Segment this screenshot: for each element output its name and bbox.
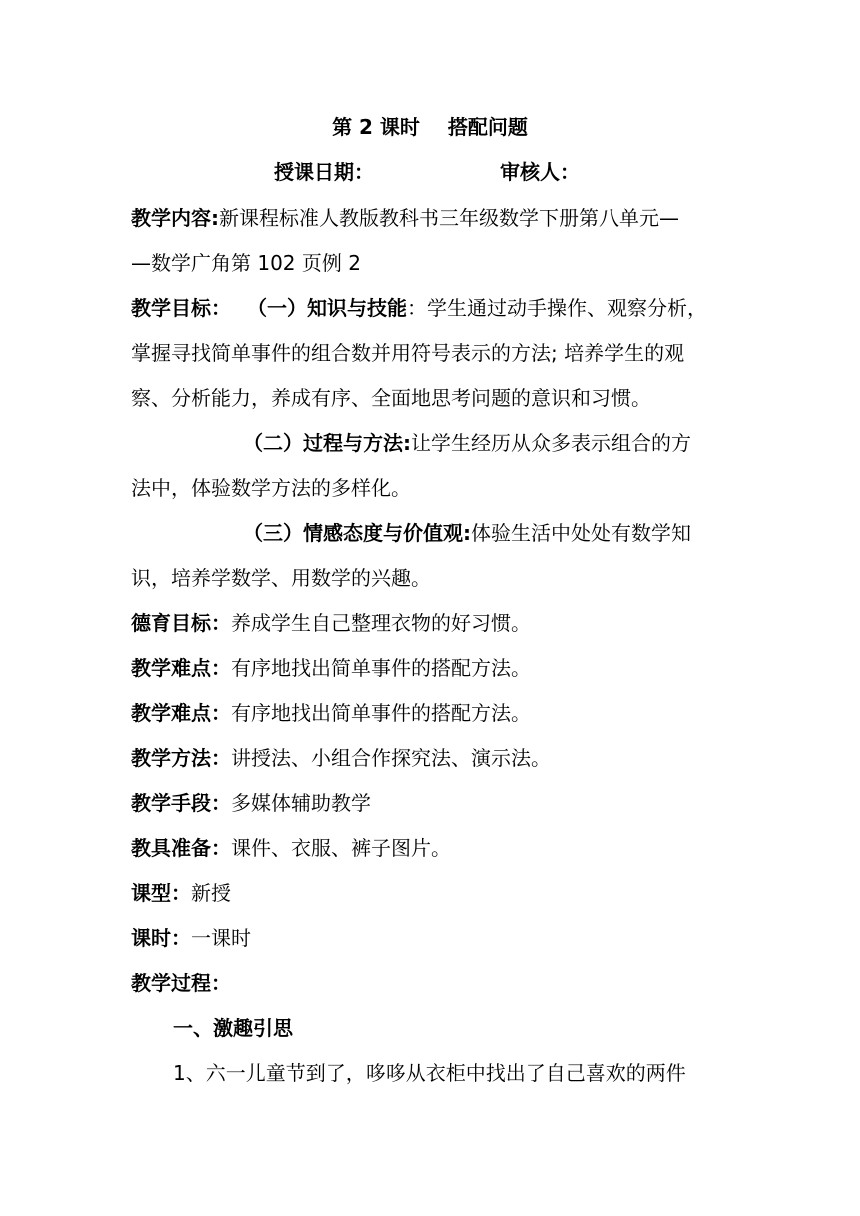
teaching-means-label: 教学手段： bbox=[131, 791, 231, 815]
goal-knowledge-line2: 掌握寻找简单事件的组合数并用符号表示的方法; 培养学生的观 bbox=[131, 341, 685, 365]
teaching-goals bbox=[131, 296, 731, 320]
goal-process-label: （二）过程与方法: bbox=[243, 431, 411, 455]
moral-goal-text: 养成学生自己整理衣物的好习惯。 bbox=[231, 611, 531, 635]
goal-process bbox=[243, 431, 843, 455]
goal-process-text: 让学生经历从众多表示组合的方 bbox=[411, 431, 691, 455]
difficulty-1 bbox=[131, 656, 731, 680]
goal-attitude-text: 体验生活中处处有数学知 bbox=[471, 521, 691, 545]
goal-process-line2: 法中，体验数学方法的多样化。 bbox=[131, 476, 411, 500]
reviewer-label: 审核人： bbox=[500, 160, 580, 184]
teaching-goals-label: 教学目标： bbox=[131, 296, 231, 320]
goal-knowledge-text: ：学生通过动手操作、观察分析， bbox=[407, 296, 707, 320]
teaching-tools-label: 教具准备： bbox=[131, 836, 231, 860]
teaching-content-cont: —数学广角第 102 页例 2 bbox=[131, 251, 361, 275]
difficulty-2-label: 教学难点： bbox=[131, 701, 231, 725]
lesson-type-label: 课型： bbox=[131, 881, 191, 905]
teaching-means bbox=[131, 791, 731, 815]
lesson-type bbox=[131, 881, 731, 905]
difficulty-2-text: 有序地找出简单事件的搭配方法。 bbox=[231, 701, 531, 725]
teaching-methods-label: 教学方法： bbox=[131, 746, 231, 770]
process-item-1: 1、六一儿童节到了，哆哆从衣柜中找出了自己喜欢的两件 bbox=[173, 1061, 686, 1085]
goal-knowledge-line3: 察、分析能力，养成有序、全面地思考问题的意识和习惯。 bbox=[131, 386, 651, 410]
moral-goal bbox=[131, 611, 731, 635]
difficulty-1-label: 教学难点： bbox=[131, 656, 231, 680]
lesson-title bbox=[0, 115, 860, 139]
lesson-number: 第 2 课时 bbox=[332, 115, 420, 139]
teaching-content-text: 新课程标准人教版教科书三年级数学下册第八单元— bbox=[219, 206, 679, 230]
date-label: 授课日期： bbox=[274, 160, 374, 184]
teaching-means-text: 多媒体辅助教学 bbox=[231, 791, 371, 815]
lesson-type-text: 新授 bbox=[191, 881, 231, 905]
teaching-content-label: 教学内容: bbox=[131, 206, 219, 230]
goal-attitude-line2: 识，培养学数学、用数学的兴趣。 bbox=[131, 566, 431, 590]
lesson-hours bbox=[131, 926, 731, 950]
moral-goal-label: 德育目标： bbox=[131, 611, 231, 635]
goal-attitude bbox=[243, 521, 843, 545]
lesson-topic: 搭配问题 bbox=[447, 115, 528, 139]
teaching-tools-text: 课件、衣服、裤子图片。 bbox=[231, 836, 451, 860]
teaching-methods bbox=[131, 746, 731, 770]
teaching-tools bbox=[131, 836, 731, 860]
lesson-hours-label: 课时： bbox=[131, 926, 191, 950]
goal-attitude-label: （三）情感态度与价值观: bbox=[243, 521, 471, 545]
difficulty-1-text: 有序地找出简单事件的搭配方法。 bbox=[231, 656, 531, 680]
goal-knowledge-label: （一）知识与技能 bbox=[247, 296, 407, 320]
lesson-hours-text: 一课时 bbox=[191, 926, 251, 950]
difficulty-2 bbox=[131, 701, 731, 725]
teaching-process-label: 教学过程： bbox=[131, 971, 231, 995]
teaching-content bbox=[131, 206, 731, 230]
section-1-heading: 一、激趣引思 bbox=[173, 1016, 293, 1040]
teaching-methods-text: 讲授法、小组合作探究法、演示法。 bbox=[231, 746, 551, 770]
